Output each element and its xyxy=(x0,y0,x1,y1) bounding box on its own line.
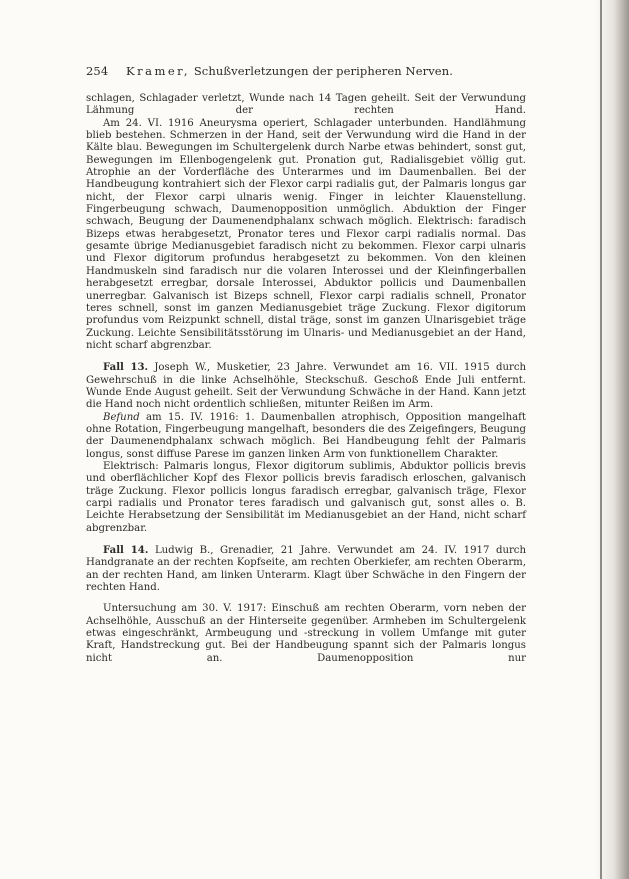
page-edge-line xyxy=(600,0,602,879)
case-14-label: Fall 14. xyxy=(103,544,149,557)
case-14-text: Ludwig B., Grenadier, 21 Jahre. Verwundet am 24. IV. 1917 durch Handgranate an der rechten Kopfseite, am rechten Oberkiefer, am rechten Oberarm, an der rechten Hand, am linken Unterarm. Klagt über Schwäche in den Fingern der rechten Hand. xyxy=(86,545,526,594)
running-header xyxy=(86,64,526,78)
paragraph-befund xyxy=(86,412,526,461)
header-author: Kramer, xyxy=(126,64,191,78)
paragraph-aneurysma-report: Am 24. VI. 1916 Aneurysma operiert, Schlagader unterbunden. Handlähmung blieb bestehen. Schmerzen in der Hand, seit der Verwundung wird die Hand in der Kälte blau. Bewegungen im Schultergelenk durch Narbe etwas behindert, sonst gut, Bewegungen im Ellenbogengelenk gut. Pronation gut, Radialisgebiet völlig gut. Atrophie an der Vorderfläche des Unterarmes und im Daumenballen. Bei der Handbeugung kontrahiert sich der Flexor carpi radialis gut, der Palmaris longus gar nicht, der Flexor carpi ulnaris wenig. Finger in leichter Klauenstellung. Fingerbeugung schwach, Daumenopposition unmöglich. Abduktion der Finger schwach, Beugung der Daumenendphalanx schwach möglich. Elektrisch: faradisch Bizeps etwas herabgesetzt, Pronator teres und Flexor carpi radialis normal. Das gesamte übrige Medianusgebiet faradisch nicht zu bekommen. Flexor carpi ulnaris und Flexor digitorum profundus herabgesetzt zu bekommen. Von den kleinen Handmuskeln sind faradisch nur die volaren Interossei und der Kleinfingerballen herabgesetzt erregbar, dorsale Interossei, Abduktor pollicis und Daumenballen unerregbar. Galvanisch ist Bizeps schnell, Flexor carpi radialis schnell, Pronator teres schnell, sonst im ganzen Medianusgebiet träge Zuckung. Flexor digitorum profundus vom Reizpunkt schnell, distal träge, sonst im ganzen Ulnarisgebiet träge Zuckung. Leichte Sensibilitätsstörung im Ulnaris- und Medianusgebiet an der Hand, nicht scharf abgrenzbar. xyxy=(86,117,526,351)
paragraph-case-13 xyxy=(86,361,526,411)
befund-label: Befund xyxy=(103,411,140,423)
page-number: 254 xyxy=(86,64,109,78)
case-13-label: Fall 13. xyxy=(103,361,149,374)
paragraph-case-14 xyxy=(86,544,526,594)
paragraph-examination: Untersuchung am 30. V. 1917: Einschuß am rechten Oberarm, vorn neben der Achselhöhle, Ausschuß an der Hinterseite gegenüber. Armheben im Schultergelenk etwas eingeschränkt, Armbeugung und -streckung in vollem Umfange mit guter Kraft, Handstreckung gut. Bei der Handbeugung spannt sich der Palmaris longus nicht an. Daumenopposition nur xyxy=(86,603,526,664)
body-text xyxy=(86,93,526,665)
header-title: Schußverletzungen der peripheren Nerven. xyxy=(193,64,453,78)
paragraph-electrical-findings: Elektrisch: Palmaris longus, Flexor digitorum sublimis, Abduktor pollicis brevis und oberflächlicher Kopf des Flexor pollicis brevis faradisch erloschen, galvanisch träge Zuckung. Flexor pollicis longus faradisch erregbar, galvanisch träge, Flexor carpi radialis und Pronator teres faradisch und galvanisch gut, sonst alles o. B. Leichte Herabsetzung der Sensibilität im Medianusgebiet an der Hand, nicht scharf abgrenzbar. xyxy=(86,460,526,534)
paragraph-continuation: schlagen, Schlagader verletzt, Wunde nach 14 Tagen geheilt. Seit der Verwundung Lähmung der rechten Hand. xyxy=(86,93,526,117)
befund-text: am 15. IV. 1916: 1. Daumenballen atrophisch, Opposition mangelhaft ohne Rotation, Fingerbeugung mangelhaft, besonders die des Zeigefingers, Beugung der Daumenendphalanx schwach möglich. Bei Handbeugung fehlt der Palmaris longus, sonst diffuse Parese im ganzen linken Arm von funktionellem Charakter. xyxy=(86,411,526,460)
case-13-text: Joseph W., Musketier, 23 Jahre. Verwundet am 16. VII. 1915 durch Gewehrschuß in die linke Achselhöhle, Steckschuß. Geschoß Ende Juli entfernt. Wunde Ende August geheilt. Seit der Verwundung Schwäche in der Hand. Kann jetzt die Hand noch nicht ordentlich schließen, mitunter Reißen im Arm. xyxy=(86,362,527,411)
